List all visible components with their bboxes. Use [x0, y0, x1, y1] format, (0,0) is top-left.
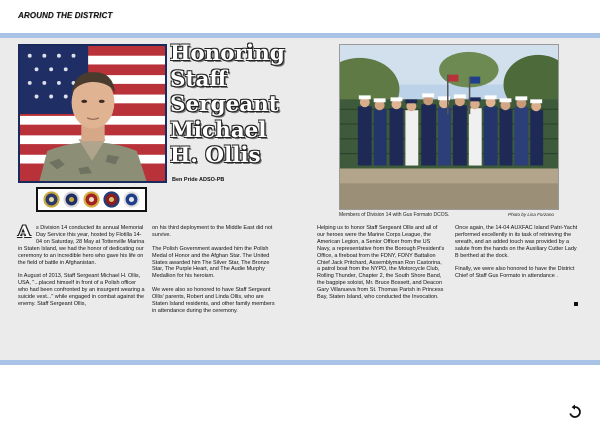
- article-headline: [170, 41, 310, 169]
- marine-seal-icon: [83, 191, 100, 208]
- air-force-seal-icon: [103, 191, 120, 208]
- drop-cap: A: [18, 222, 31, 241]
- paragraph: In August of 2013, Staff Sergeant Michael H. Ollis, USA, "...placed himself in front of a Polish officer who had been confronted by an insurgent wearing a suicide vest..." while engaged in combat against the enemy. Staff Sergeant Ollis,: [18, 273, 145, 307]
- soldier-portrait-photo: [18, 44, 167, 183]
- article-column-4: [455, 225, 580, 287]
- paragraph: on his third deployment to the Middle East did not survive.: [152, 225, 273, 238]
- byline: Ben Pride ADSO-PB: [172, 177, 225, 183]
- article-column-3: [317, 225, 445, 308]
- military-seals-strip: [36, 187, 147, 212]
- headline-line: Staff: [170, 66, 228, 92]
- bottom-rule: [0, 360, 600, 365]
- paragraph-text: s Division 14 conducted its annual Memorial Day Service this year, hosted by Flotilla 14-04 on Saturday, 28 May at Tottenville Marina in Staten Island, we had the honor of dedicating our ceremony to an incredible hero who gave his life on the field of battle in Afghanistan.: [18, 225, 145, 266]
- paragraph: The Polish Government awarded him the Polish Medal of Honor and the Afghan Star. The United States awarded him The Silver Star, The Bronze Star, The Purple Heart, and The Audie Murphy Medallion for his heroism.: [152, 245, 270, 280]
- army-seal-icon: [43, 191, 60, 208]
- headline-line: Sergeant: [170, 92, 279, 117]
- paragraph: Finally, we were also honored to have the District Chief of Staff Gus Formato in attendance .: [455, 266, 575, 280]
- paragraph: [18, 222, 146, 266]
- back-arrow-icon[interactable]: [567, 404, 583, 420]
- coast-guard-seal-icon: [123, 191, 140, 208]
- navy-seal-icon: [63, 191, 80, 208]
- end-of-article-mark: [574, 302, 578, 306]
- headline-line: Honoring: [170, 41, 285, 66]
- paragraph: Helping us to honor Staff Sergeant Ollis and all of our heroes were the Marine Corps League, the American Legion, a Senior Officer from the US Navy, a representative from the Borough President's Office, a fireboat from the FDNY, FDNY Battalion Chief Jack Pritchard, Assemblyman Ron Castorina, a patrol boat from the NYPD, the Motorcycle Club, Rolling Thunder, Chapter 2, the South Shore Band, the bagpipe soloist, Mr. Bruce Bossett, and Deacon Gary Villanueva from St. Thomas Parish in Princess Bay, Staten Island, who conducted the Invocation.: [317, 225, 445, 301]
- top-rule: [0, 33, 600, 38]
- headline-line: H. Ollis: [170, 143, 261, 168]
- division-group-photo: [339, 44, 559, 210]
- photo-credit: Photo by Lisa Forzano: [508, 212, 554, 217]
- article-column-2: [152, 225, 280, 322]
- headline-line: Michael: [170, 117, 267, 143]
- photo-caption: Members of Division 14 with Gus Formato DCOS.: [339, 212, 450, 218]
- paragraph: Once again, the 14-04 AUXFAC Island Patri-Yacht performed excellently in its task of retrieving the wreath, and an added touch was provided by a salute from the hands on the Auxiliary Cutter Lady B berthed at the dock.: [455, 225, 578, 259]
- article-column-1: [18, 222, 146, 315]
- section-label: AROUND THE DISTRICT: [18, 11, 113, 20]
- paragraph: We were also so honored to have Staff Sergeant Ollis' parents, Robert and Linda Ollis, who are Staten Island residents, and other family members in attendance during the ceremony.: [152, 287, 275, 314]
